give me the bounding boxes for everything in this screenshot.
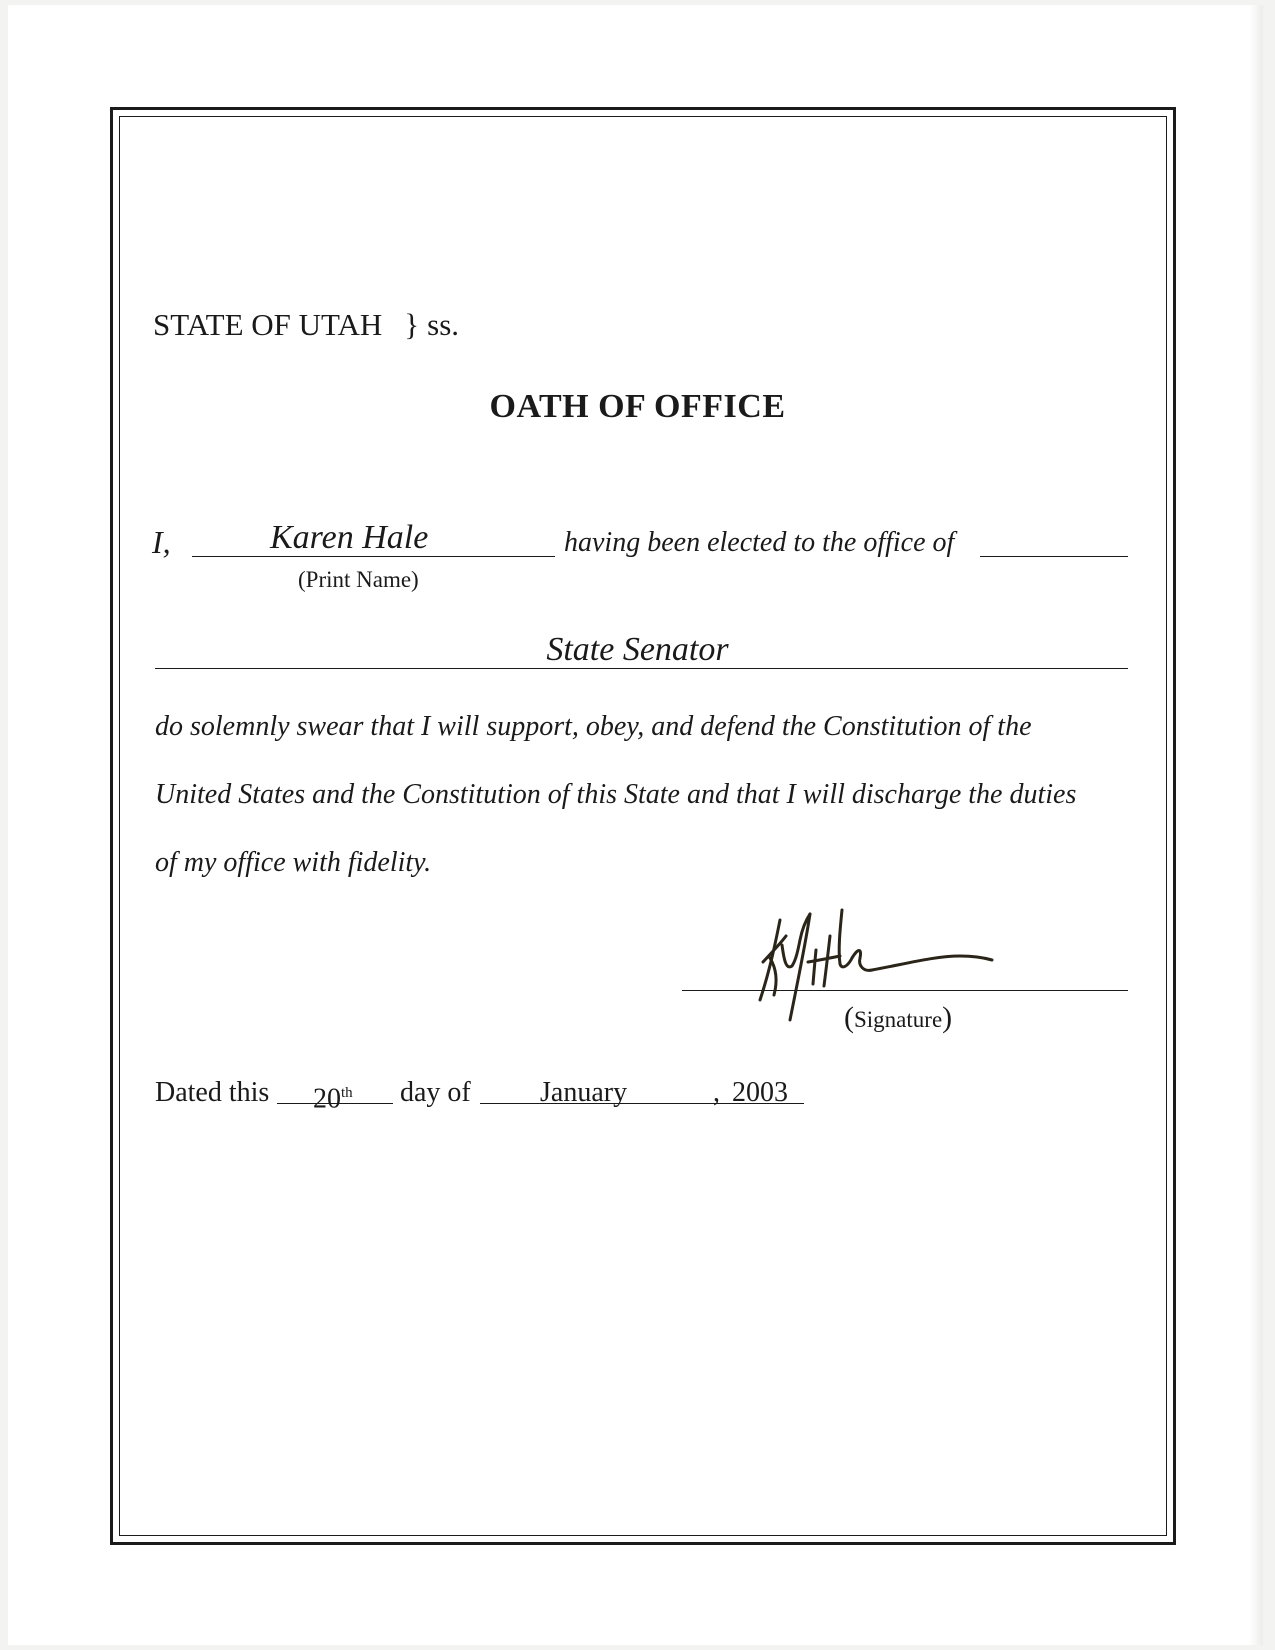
page-edge-shadow	[1249, 5, 1263, 1645]
day-number: 20	[313, 1083, 341, 1115]
name-value: Karen Hale	[270, 519, 429, 556]
day-ordinal-suffix: th	[341, 1085, 353, 1101]
year-value: 2003	[732, 1077, 788, 1108]
office-blank-underline	[980, 556, 1128, 557]
state-brace: }	[404, 307, 420, 342]
month-value: January	[540, 1077, 628, 1108]
office-underline	[155, 668, 1128, 669]
print-name-caption: (Print Name)	[298, 567, 419, 592]
page-title: OATH OF OFFICE	[489, 388, 786, 425]
oath-text-line-2: United States and the Constitution of this State and that I will discharge the duties	[155, 779, 1077, 810]
elected-text: having been elected to the office of	[564, 527, 955, 558]
oath-text-line-1: do solemnly swear that I will support, obey, and defend the Constitution of the	[155, 711, 1032, 742]
oath-text-line-3: of my office with fidelity.	[155, 847, 432, 878]
signature-caption-close: )	[942, 1001, 953, 1034]
signature-caption-text: Signature	[854, 1007, 943, 1032]
state-name: STATE OF UTAH	[153, 307, 383, 342]
state-line	[153, 305, 459, 345]
dated-middle: day of	[400, 1077, 471, 1108]
signature-caption-open: (	[844, 1001, 854, 1034]
office-value: State Senator	[546, 631, 729, 668]
dated-prefix: Dated this	[155, 1077, 270, 1108]
date-separator: ,	[713, 1077, 720, 1108]
state-ss: ss.	[427, 307, 460, 342]
day-value	[313, 1073, 353, 1119]
signature-caption	[844, 1003, 952, 1035]
name-prefix: I,	[152, 524, 171, 560]
